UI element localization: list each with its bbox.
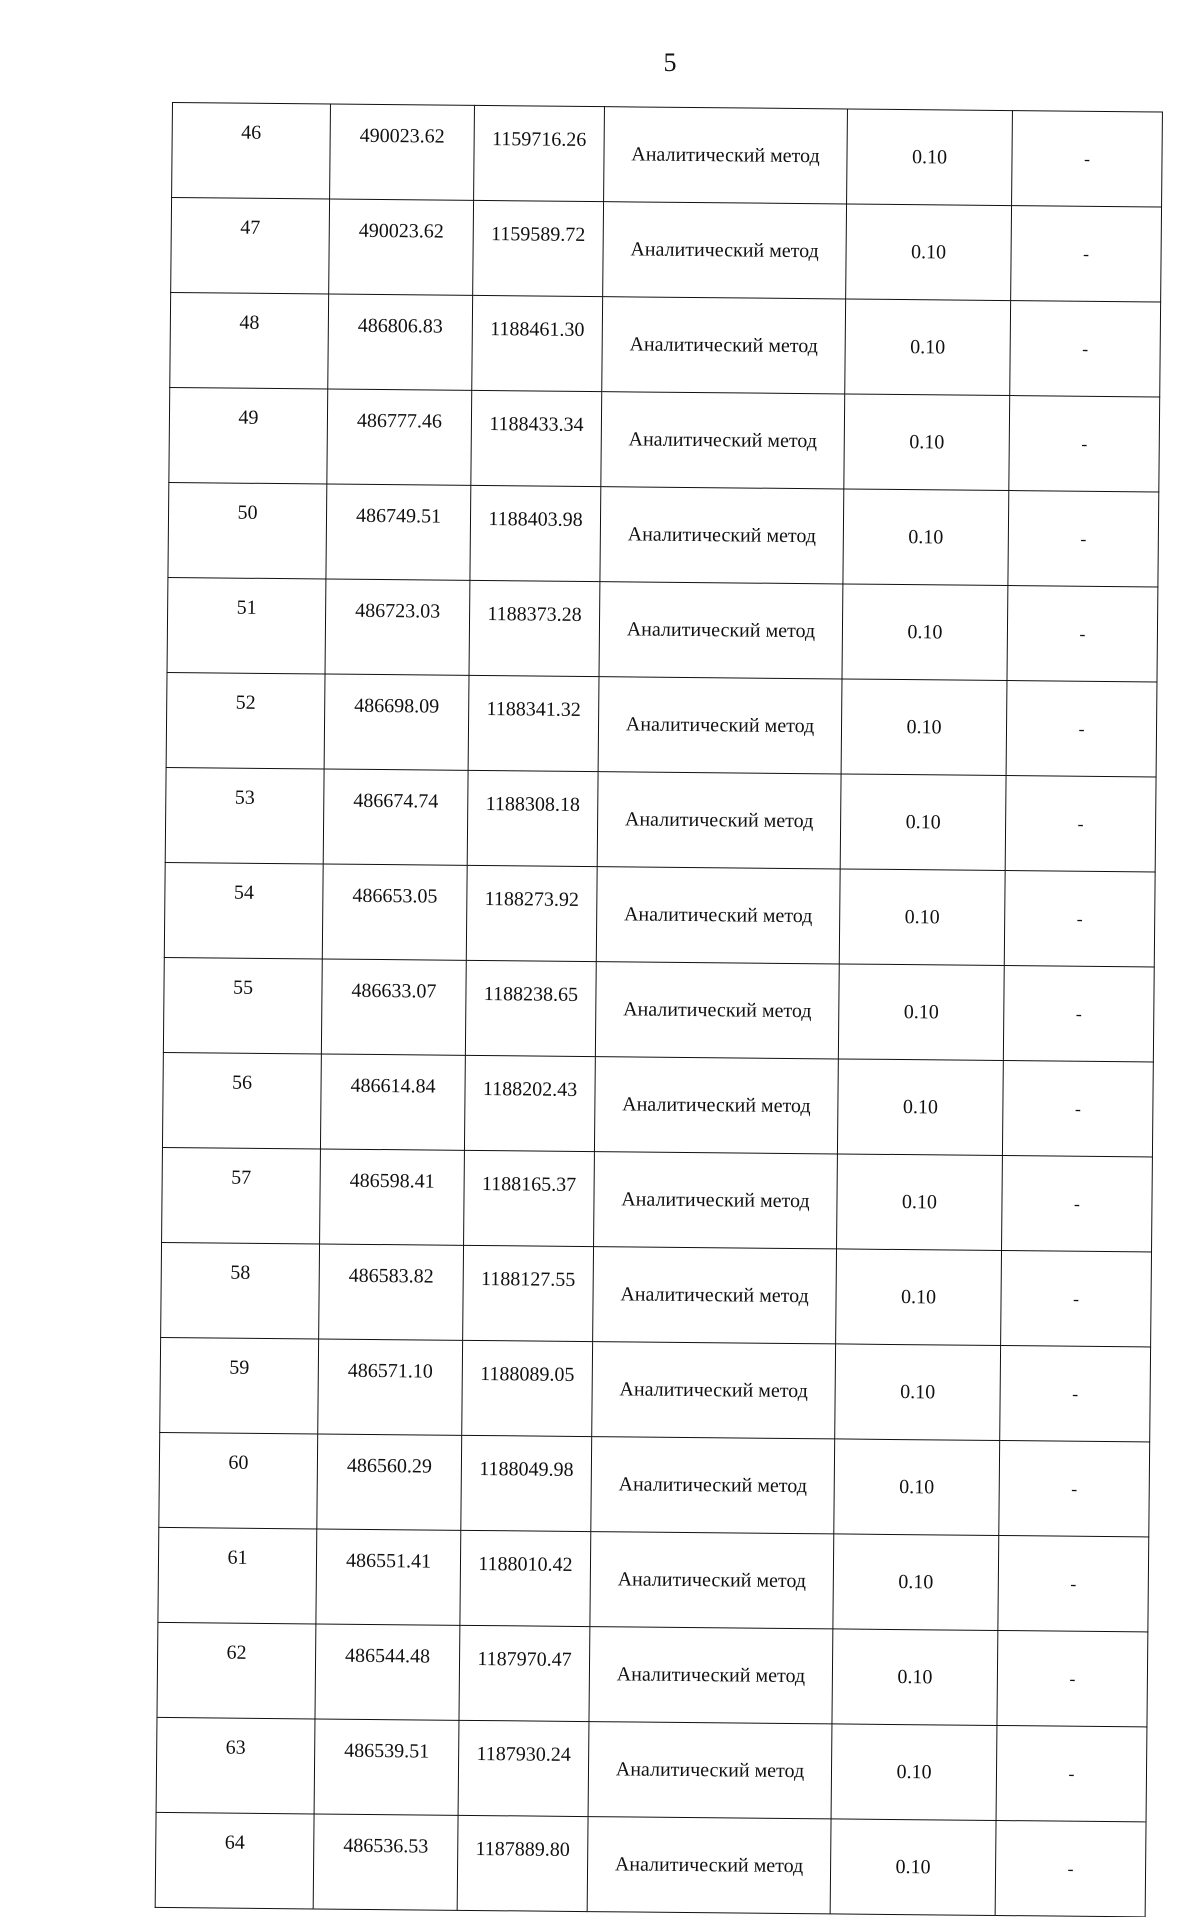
x-coordinate-cell: 486633.07 [321,959,466,1055]
table-row [156,1717,1147,1821]
method-cell: Аналитический метод [594,1152,838,1249]
y-coordinate-cell: 1188273.92 [466,865,597,961]
table-row [160,1337,1151,1441]
note-cell: - [1009,396,1160,492]
table-row [168,482,1159,586]
point-number-cell: 63 [156,1717,315,1814]
y-coordinate-cell: 1188089.05 [462,1340,593,1436]
point-number-cell: 47 [171,198,330,295]
point-number-cell: 48 [170,292,329,389]
method-cell: Аналитический метод [595,962,839,1059]
table-row [163,957,1154,1061]
precision-cell: 0.10 [832,1629,998,1726]
table-row [170,292,1161,396]
method-cell: Аналитический метод [589,1627,833,1724]
x-coordinate-cell: 486598.41 [320,1149,465,1245]
note-cell: - [1008,491,1159,587]
point-number-cell: 51 [167,577,326,674]
y-coordinate-cell: 1187970.47 [459,1625,590,1721]
method-cell: Аналитический метод [600,487,844,584]
y-coordinate-cell: 1188403.98 [470,485,601,581]
x-coordinate-cell: 486806.83 [328,294,473,390]
note-cell: - [1003,966,1154,1062]
x-coordinate-cell: 490023.62 [330,104,475,200]
precision-cell: 0.10 [830,1819,996,1916]
precision-cell: 0.10 [833,1534,999,1631]
y-coordinate-cell: 1188461.30 [472,295,603,391]
table-row [162,1147,1153,1251]
precision-cell: 0.10 [839,869,1005,966]
note-cell: - [1006,681,1157,777]
point-number-cell: 56 [162,1052,321,1149]
y-coordinate-cell: 1188238.65 [465,960,596,1056]
precision-cell: 0.10 [840,774,1006,871]
point-number-cell: 55 [163,957,322,1054]
precision-cell: 0.10 [835,1344,1001,1441]
y-coordinate-cell: 1187930.24 [458,1720,589,1816]
note-cell: - [1000,1346,1151,1442]
point-number-cell: 58 [161,1242,320,1339]
note-cell: - [1005,776,1156,872]
table-row [169,387,1160,491]
table-row [159,1432,1150,1536]
y-coordinate-cell: 1188165.37 [464,1150,595,1246]
y-coordinate-cell: 1159716.26 [474,105,605,201]
note-cell: - [1002,1061,1153,1157]
table-row [165,767,1156,871]
coordinates-table-body [155,103,1162,1917]
note-cell: - [1004,871,1155,967]
method-cell: Аналитический метод [590,1532,834,1629]
point-number-cell: 50 [168,482,327,579]
x-coordinate-cell: 486544.48 [315,1624,460,1720]
precision-cell: 0.10 [836,1249,1002,1346]
point-number-cell: 54 [164,862,323,959]
precision-cell: 0.10 [838,964,1004,1061]
point-number-cell: 61 [158,1527,317,1624]
method-cell: Аналитический метод [593,1247,837,1344]
note-cell: - [1002,1156,1153,1252]
method-cell: Аналитический метод [597,772,841,869]
x-coordinate-cell: 486571.10 [318,1339,463,1435]
table-row [167,577,1158,681]
note-cell: - [1012,111,1163,207]
precision-cell: 0.10 [831,1724,997,1821]
x-coordinate-cell: 486698.09 [324,674,469,770]
x-coordinate-cell: 486777.46 [327,389,472,485]
table-row [157,1622,1148,1726]
note-cell: - [998,1536,1149,1632]
precision-cell: 0.10 [847,109,1013,206]
point-number-cell: 57 [162,1147,321,1244]
method-cell: Аналитический метод [592,1342,836,1439]
point-number-cell: 59 [160,1337,319,1434]
method-cell: Аналитический метод [598,677,842,774]
note-cell: - [1010,301,1161,397]
x-coordinate-cell: 486536.53 [313,1814,458,1910]
method-cell: Аналитический метод [603,202,847,299]
y-coordinate-cell: 1188373.28 [469,580,600,676]
method-cell: Аналитический метод [591,1437,835,1534]
precision-cell: 0.10 [837,1059,1003,1156]
point-number-cell: 53 [165,767,324,864]
note-cell: - [997,1630,1148,1726]
y-coordinate-cell: 1188308.18 [467,770,598,866]
page-number: 5 [663,48,677,77]
x-coordinate-cell: 486723.03 [325,579,470,675]
x-coordinate-cell: 486551.41 [316,1529,461,1625]
note-cell: - [1007,586,1158,682]
x-coordinate-cell: 486653.05 [322,864,467,960]
point-number-cell: 62 [157,1622,316,1719]
y-coordinate-cell: 1188202.43 [464,1055,595,1151]
coordinates-table [155,102,1163,1917]
method-cell: Аналитический метод [588,1722,832,1819]
y-coordinate-cell: 1159589.72 [473,200,604,296]
method-cell: Аналитический метод [596,867,840,964]
y-coordinate-cell: 1188010.42 [460,1530,591,1626]
x-coordinate-cell: 486674.74 [323,769,468,865]
x-coordinate-cell: 490023.62 [329,199,474,295]
method-cell: Аналитический метод [601,392,845,489]
method-cell: Аналитический метод [602,297,846,394]
y-coordinate-cell: 1188049.98 [461,1435,592,1531]
x-coordinate-cell: 486583.82 [319,1244,464,1340]
y-coordinate-cell: 1188127.55 [463,1245,594,1341]
y-coordinate-cell: 1187889.80 [457,1815,588,1911]
note-cell: - [1001,1251,1152,1347]
table-row [166,672,1157,776]
table-row [155,1812,1146,1916]
x-coordinate-cell: 486749.51 [326,484,471,580]
point-number-cell: 52 [166,672,325,769]
precision-cell: 0.10 [837,1154,1003,1251]
precision-cell: 0.10 [846,204,1012,301]
point-number-cell: 60 [159,1432,318,1529]
point-number-cell: 64 [155,1812,314,1909]
x-coordinate-cell: 486614.84 [320,1054,465,1150]
method-cell: Аналитический метод [587,1817,831,1914]
y-coordinate-cell: 1188341.32 [468,675,599,771]
precision-cell: 0.10 [843,489,1009,586]
precision-cell: 0.10 [844,394,1010,491]
method-cell: Аналитический метод [599,582,843,679]
table-row [161,1242,1152,1346]
note-cell: - [1011,206,1162,302]
note-cell: - [999,1441,1150,1537]
precision-cell: 0.10 [834,1439,1000,1536]
table-row [164,862,1155,966]
precision-cell: 0.10 [845,299,1011,396]
precision-cell: 0.10 [841,679,1007,776]
point-number-cell: 46 [172,103,331,200]
table-row [171,198,1162,302]
note-cell: - [995,1820,1146,1916]
y-coordinate-cell: 1188433.34 [471,390,602,486]
table-row [158,1527,1149,1631]
table-row [162,1052,1153,1156]
table-row [172,103,1163,207]
x-coordinate-cell: 486539.51 [314,1719,459,1815]
precision-cell: 0.10 [842,584,1008,681]
note-cell: - [996,1725,1147,1821]
point-number-cell: 49 [169,387,328,484]
method-cell: Аналитический метод [604,107,848,204]
x-coordinate-cell: 486560.29 [317,1434,462,1530]
method-cell: Аналитический метод [594,1057,838,1154]
